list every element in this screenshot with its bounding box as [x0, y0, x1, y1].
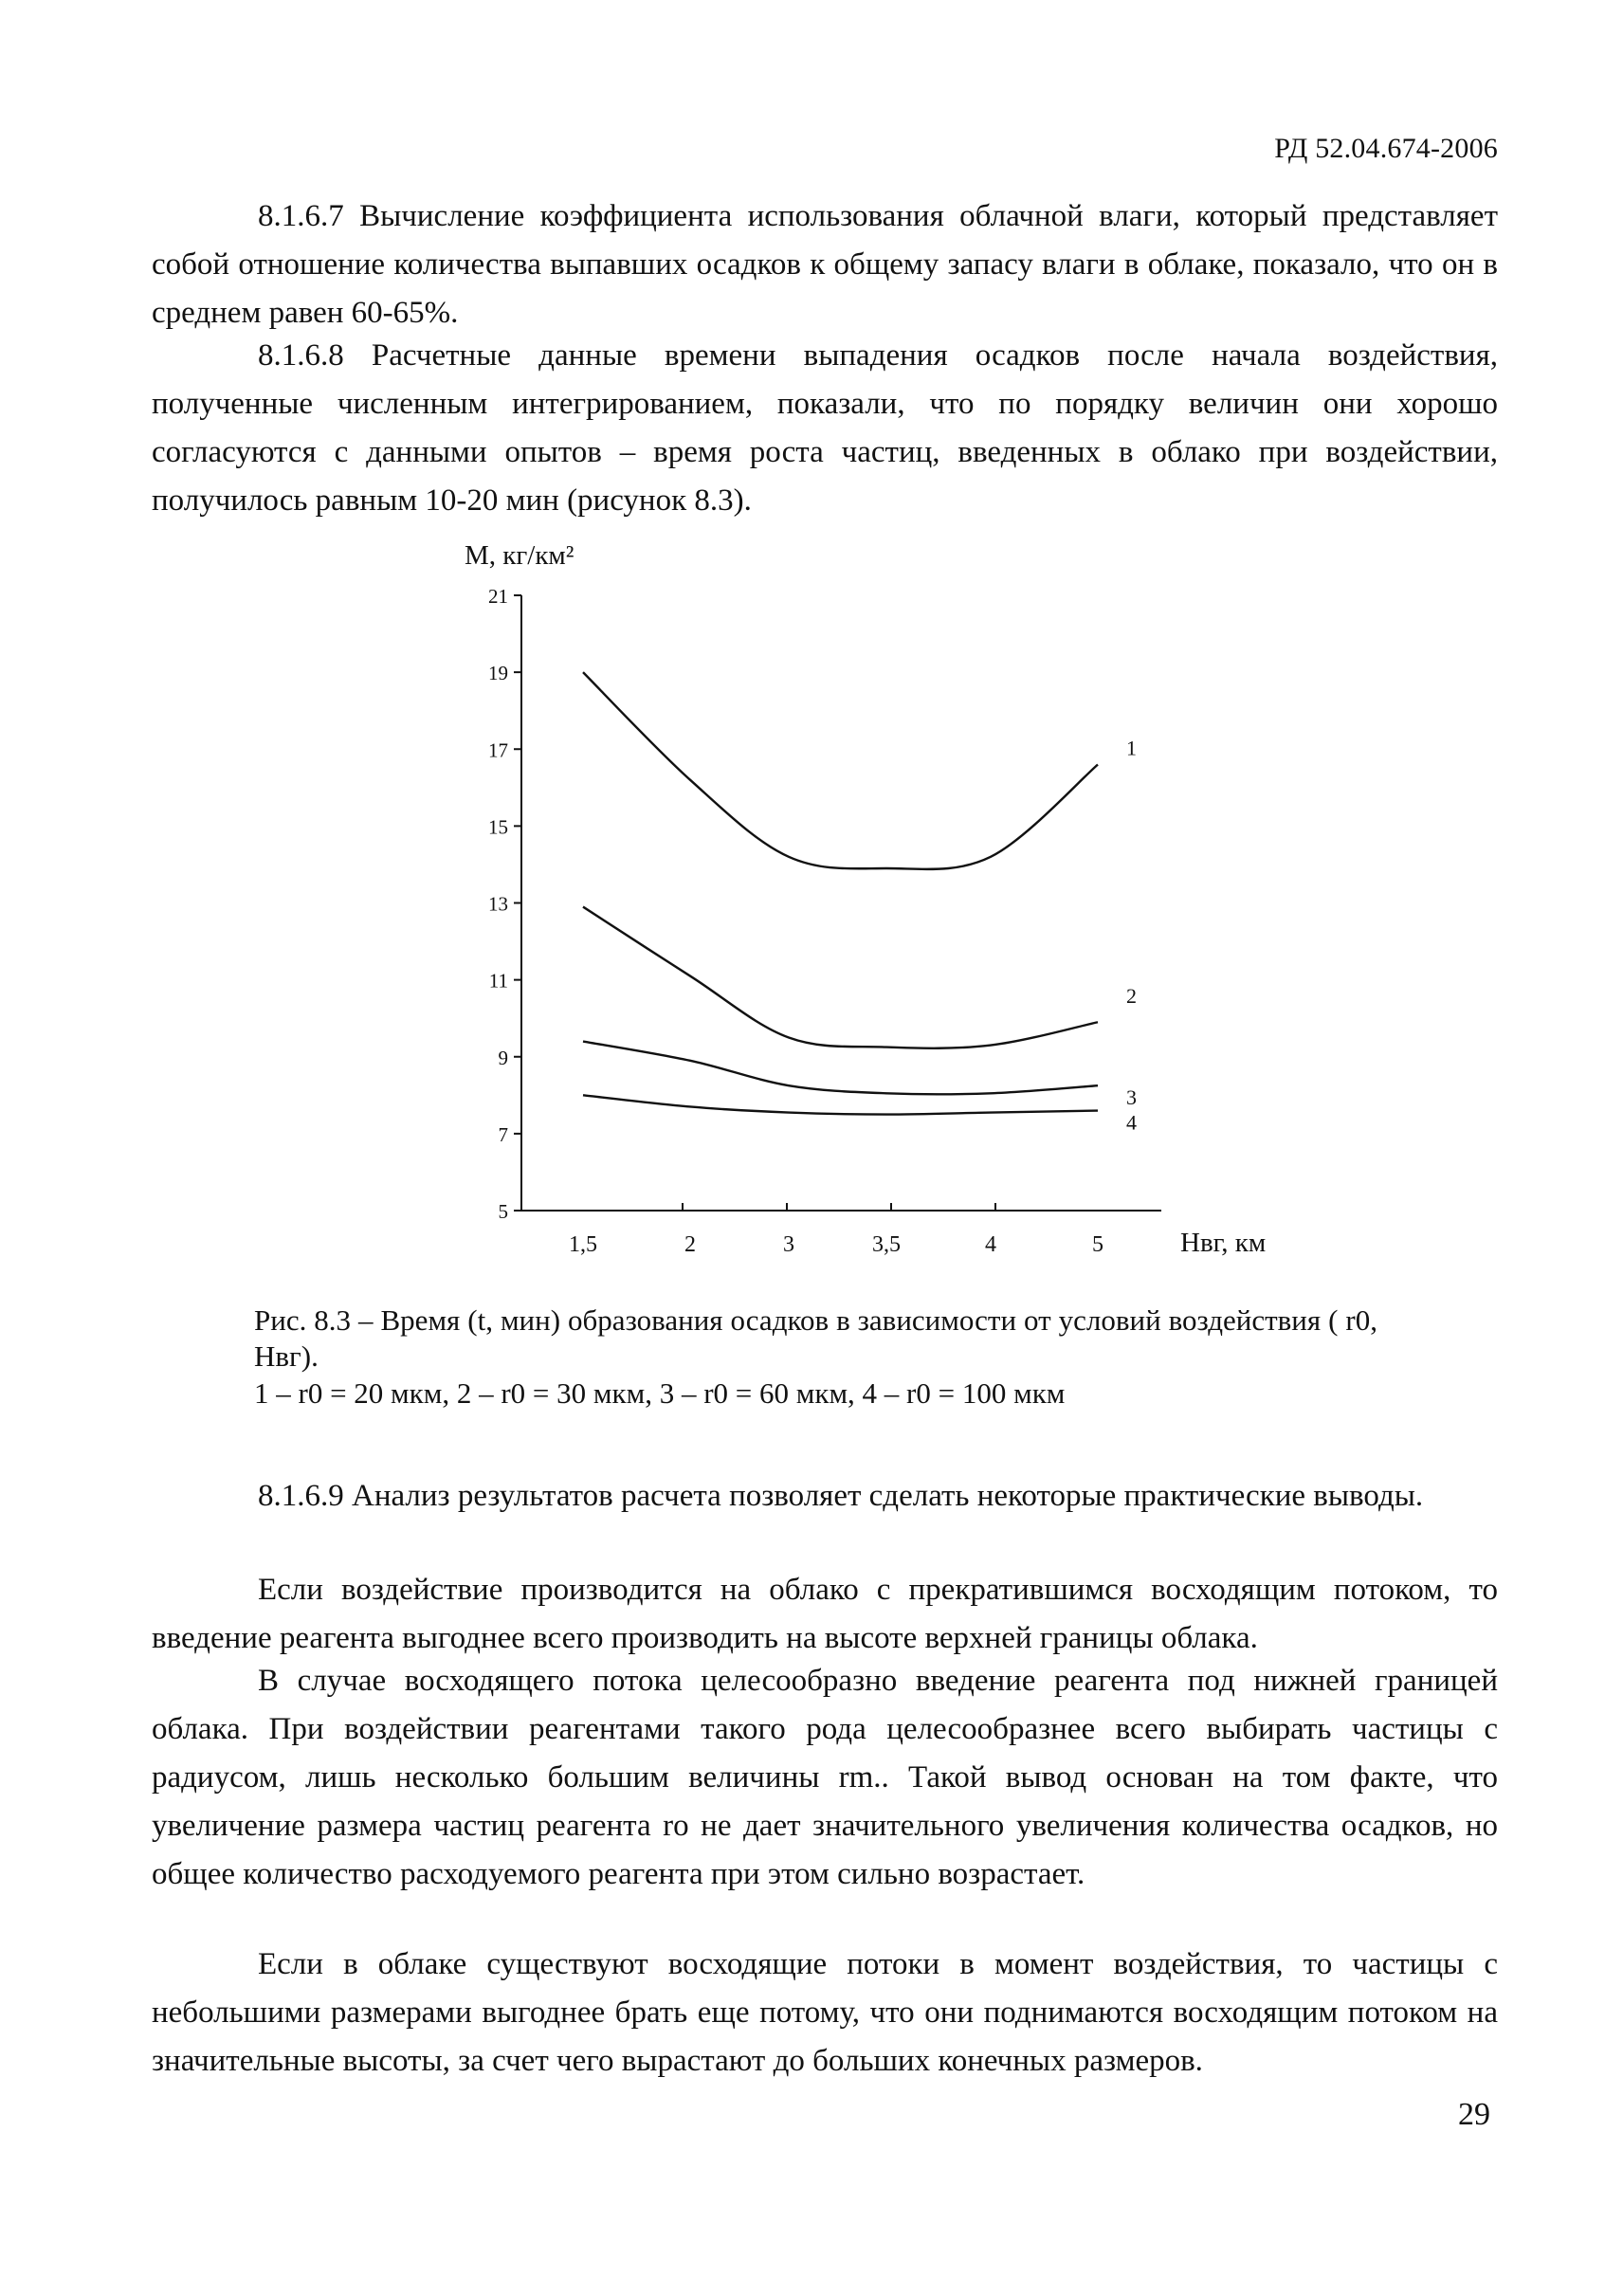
y-tick-label: 15 — [488, 815, 508, 839]
series-label-4: 4 — [1126, 1110, 1137, 1135]
figure-caption-legend: 1 – r0 = 20 мкм, 2 – r0 = 30 мкм, 3 – r0 = 60 мкм, 4 – r0 = 100 мкм — [254, 1376, 1066, 1410]
figure-caption: Рис. 8.3 – Время (t, мин) образования осадков в зависимости от условий воздействия ( r0, Hвг). — [254, 1303, 1377, 1373]
x-tick-label: 2 — [684, 1232, 696, 1257]
x-tick-label: 1,5 — [569, 1232, 597, 1257]
y-tick-label: 9 — [498, 1046, 508, 1069]
x-axis-title: Нвг, км — [1180, 1228, 1267, 1258]
paragraph-conclusion-1: Если воздействие производится на облако с прекратившимся восходящим потоком, то введение реагента выгоднее всего производить на высоте верхней границы облака. — [152, 1573, 1498, 1655]
figure-8-3-chart — [417, 526, 1289, 1285]
paragraph-8-1-6-8: 8.1.6.8 Расчетные данные времени выпадения осадков после начала воздействия, полученные численным интегрированием, показали, что по порядку величин они хорошо согласуются с данными опытов – время роста частиц, введенных в облако при воздействии, получилось равным 10-20 мин (рисунок 8.3). — [152, 338, 1498, 518]
series-line-3 — [583, 1042, 1098, 1095]
chart-series — [583, 672, 1098, 1114]
paragraph-8-1-6-9: 8.1.6.9 Анализ результатов расчета позволяет сделать некоторые практические выводы. — [258, 1479, 1424, 1513]
chart-ticks — [488, 585, 1103, 1257]
x-tick-label: 5 — [1092, 1232, 1103, 1257]
y-tick-label: 13 — [488, 892, 508, 916]
y-axis-label — [465, 540, 574, 571]
x-tick-label: 4 — [985, 1232, 996, 1257]
y-tick-label: 11 — [488, 969, 508, 993]
chart-axes — [521, 595, 1161, 1211]
page-number: 29 — [1458, 2097, 1490, 2132]
series-label-1: 1 — [1126, 736, 1137, 760]
x-tick-label: 3,5 — [872, 1232, 901, 1257]
y-tick-label: 21 — [488, 585, 508, 608]
series-line-1 — [583, 672, 1098, 869]
series-label-2: 2 — [1126, 984, 1137, 1009]
chart-series-labels — [1126, 736, 1137, 1134]
y-tick-label: 5 — [498, 1200, 508, 1223]
y-axis-title: М, кг/км² — [465, 540, 574, 571]
series-label-3: 3 — [1126, 1085, 1137, 1110]
series-line-2 — [583, 907, 1098, 1048]
series-line-4 — [583, 1095, 1098, 1114]
paragraph-8-1-6-7: 8.1.6.7 Вычисление коэффициента использования облачной влаги, который представляет собой отношение количества выпавших осадков к общему запасу влаги в облаке, показало, что он в среднем равен 60-65%. — [152, 199, 1498, 330]
paragraph-conclusion-3: Если в облаке существуют восходящие потоки в момент воздействия, то частицы с небольшими размерами выгоднее брать еще потому, что они поднимаются восходящим потоком на значительные высоты, за счет чего вырастают до больших конечных размеров. — [152, 1947, 1498, 2078]
y-tick-label: 19 — [488, 662, 508, 685]
document-code: РД 52.04.674-2006 — [1274, 133, 1498, 164]
x-tick-label: 3 — [783, 1232, 794, 1257]
y-tick-label: 7 — [498, 1122, 508, 1146]
y-tick-label: 17 — [488, 738, 508, 762]
paragraph-conclusion-2: В случае восходящего потока целесообразно введение реагента под нижней границей облака. При воздействии реагентами такого рода целесообразнее всего выбирать частицы с радиусом, лишь несколько большим величины rm.. Такой вывод основан на том факте, что увеличение размера частиц реагента ro не дает значительного увеличения количества осадков, но общее количество расходуемого реагента при этом сильно возрастает. — [152, 1664, 1498, 1891]
